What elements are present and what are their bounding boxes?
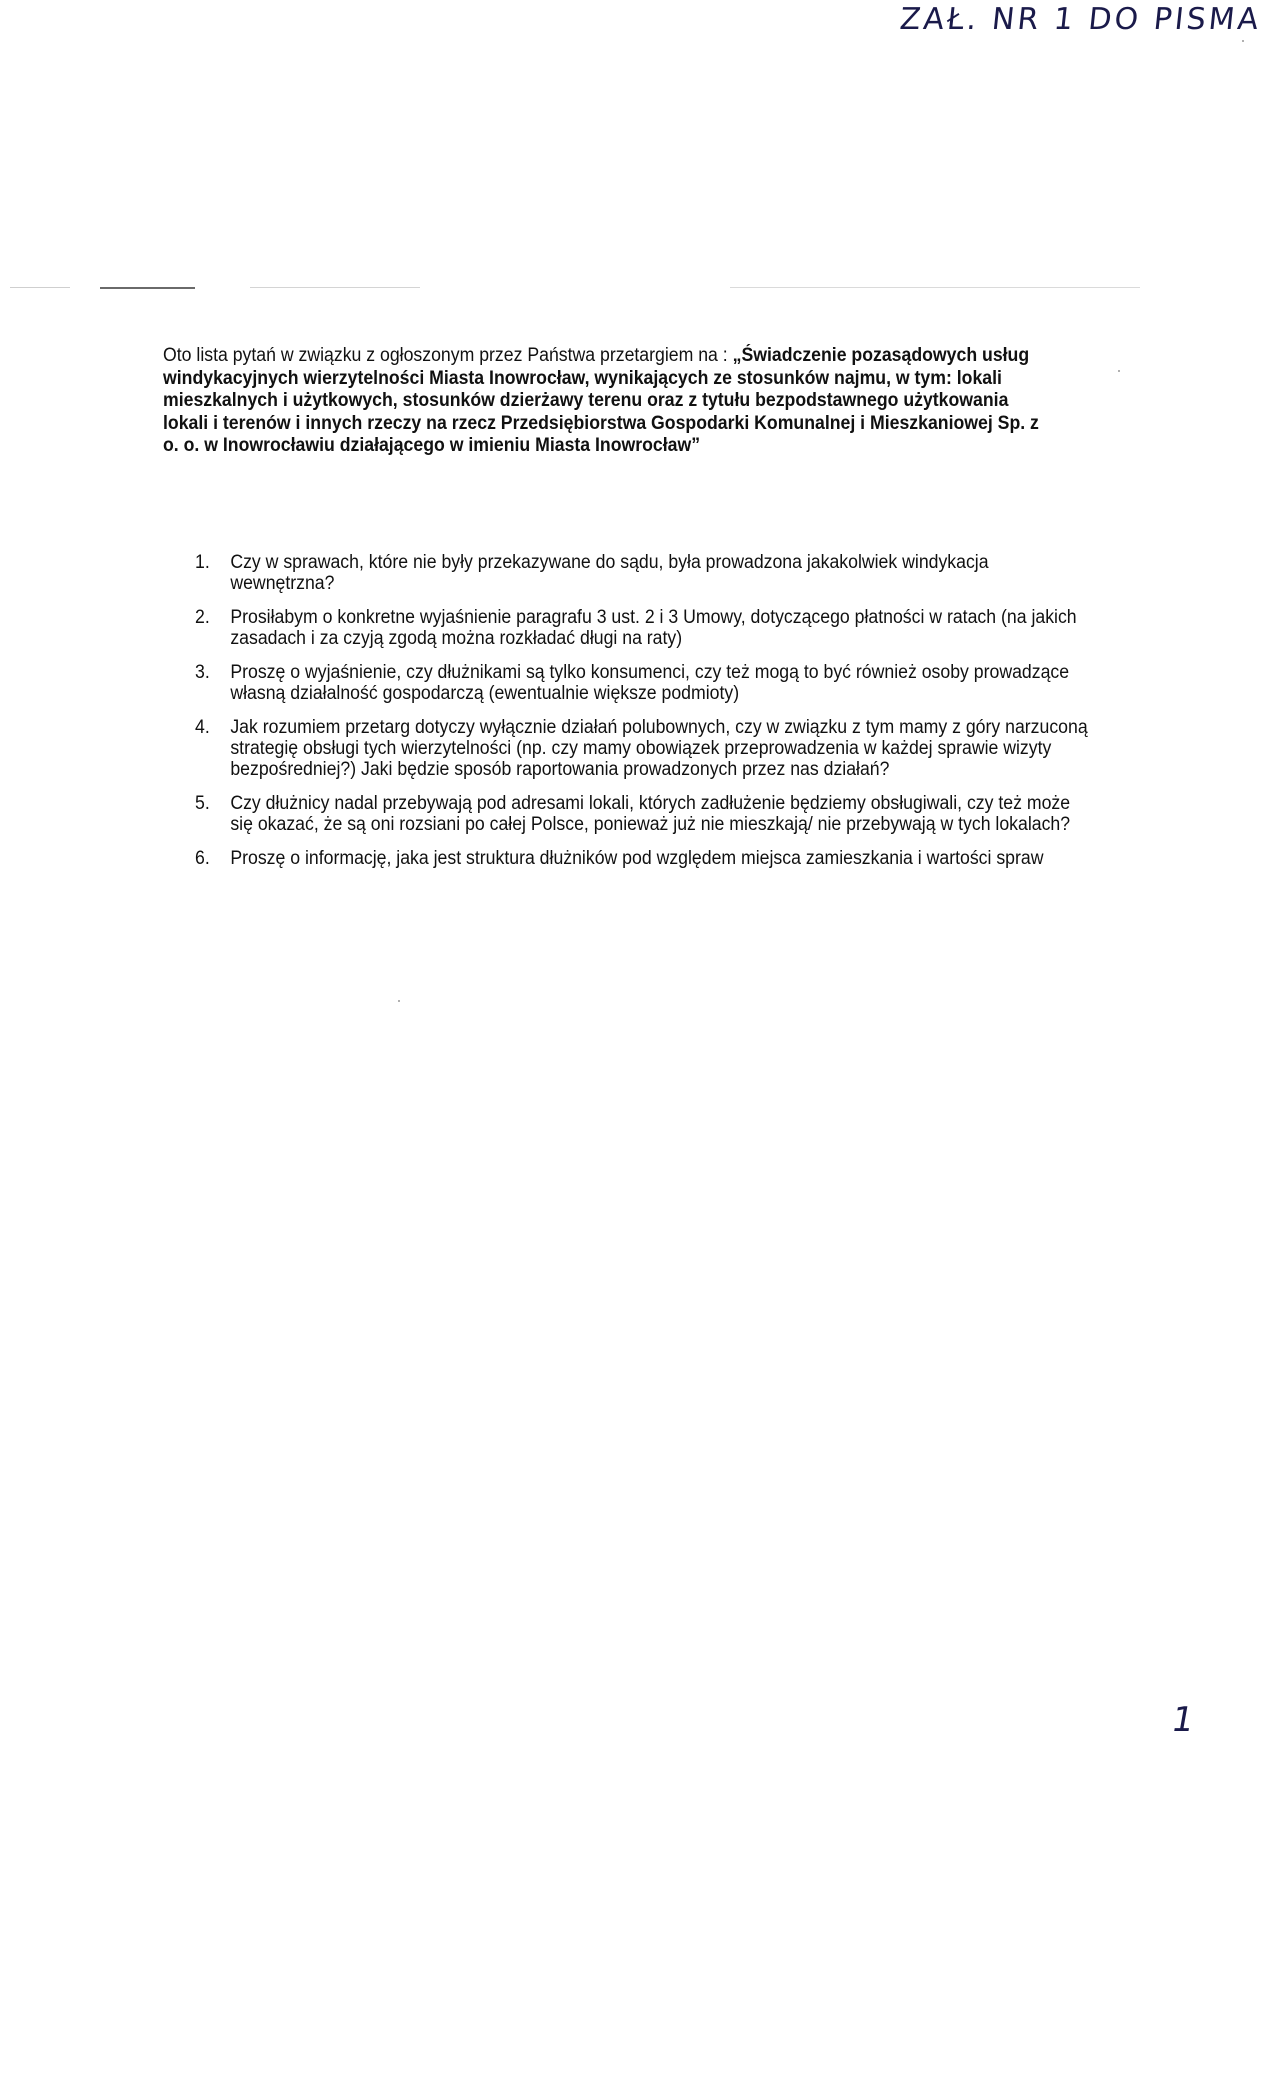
question-number: 2.: [195, 607, 210, 628]
tender-title: „Świadczenie pozasądowych usług windykacyjnych wierzytelności Miasta Inowrocław, wynikających ze stosunków najmu, w tym: lokali mieszkalnych i użytkowych, stosunków dzierżawy terenu oraz z tytułu bezpodstawnego użytkowania lokali i terenów i innych rzeczy na rzecz Przedsiębiorstwa Gospodarki Komunalnej i Mieszkaniowej Sp. z o. o. w Inowrocławiu działającego w imieniu Miasta Inowrocław”: [163, 345, 1039, 456]
scan-line-artifact: [250, 287, 420, 288]
question-number: 1.: [195, 552, 210, 573]
question-item: [195, 607, 1088, 649]
question-item: [195, 717, 1088, 780]
question-text: Czy dłużnicy nadal przebywają pod adresami lokali, których zadłużenie będziemy obsługiwali, czy też może się okazać, że są oni rozsiani po całej Polsce, ponieważ już nie mieszkają/ nie przebywają w tych lokalach?: [230, 793, 1071, 835]
scan-line-artifact: [100, 287, 195, 289]
question-item: [195, 662, 1088, 704]
handwritten-attachment-note: ZAŁ. NR 1 DO PISMA: [898, 2, 1263, 37]
scan-speck: [1118, 370, 1120, 372]
intro-lead: Oto lista pytań w związku z ogłoszonym przez Państwa przetargiem na :: [163, 345, 733, 366]
question-item: [195, 552, 1088, 594]
question-item: [195, 848, 1088, 869]
question-text: Prosiłabym o konkretne wyjaśnienie paragrafu 3 ust. 2 i 3 Umowy, dotyczącego płatności w ratach (na jakich zasadach i za czyją zgodą można rozkładać długi na raty): [230, 607, 1077, 649]
question-item: [195, 793, 1088, 835]
question-text: Proszę o informację, jaka jest struktura dłużników pod względem miejsca zamieszkania i wartości spraw: [230, 848, 1044, 869]
question-text: Jak rozumiem przetarg dotyczy wyłącznie działań polubownych, czy w związku z tym mamy z góry narzuconą strategię obsługi tych wierzytelności (np. czy mamy obowiązek przeprowadzenia w każdej sprawie wizyty bezpośredniej?) Jaki będzie sposób raportowania prowadzonych przez nas działań?: [230, 717, 1088, 780]
question-number: 6.: [195, 848, 210, 869]
question-number: 3.: [195, 662, 210, 683]
handwritten-page-number: 1: [1168, 1700, 1198, 1740]
scan-line-artifact: [10, 287, 70, 288]
scan-line-artifact: [730, 287, 1140, 288]
question-number: 4.: [195, 717, 210, 738]
scan-speck: [1242, 40, 1244, 42]
question-text: Czy w sprawach, które nie były przekazywane do sądu, była prowadzona jakakolwiek windykacja wewnętrzna?: [230, 552, 989, 594]
scan-speck: [398, 1000, 400, 1002]
question-number: 5.: [195, 793, 210, 814]
question-text: Proszę o wyjaśnienie, czy dłużnikami są tylko konsumenci, czy też mogą to być również osoby prowadzące własną działalność gospodarczą (ewentualnie większe podmioty): [230, 662, 1070, 704]
intro-paragraph: [163, 345, 1056, 458]
questions-list: [195, 552, 1088, 882]
